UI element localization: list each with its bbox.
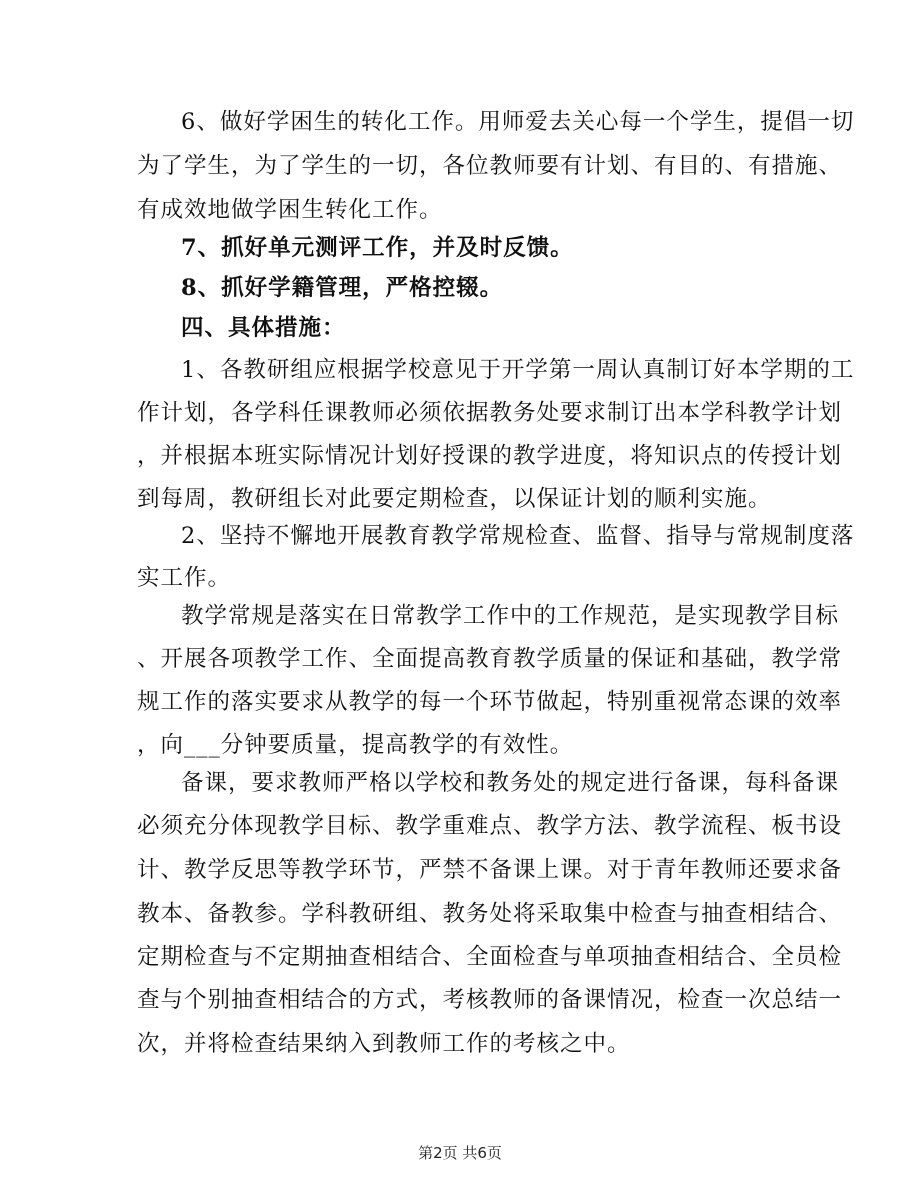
paragraph-line: 有成效地做学困生转化工作。 bbox=[137, 197, 443, 223]
list-item-heading: 8、抓好学籍管理，严格控辍。 bbox=[181, 275, 504, 301]
paragraph-line: 作计划，各学科任课教师必须依据教务处要求制订出本学科教学计划 bbox=[137, 400, 843, 426]
paragraph-line: ，并根据本班实际情况计划好授课的教学进度，将知识点的传授计划 bbox=[137, 443, 843, 469]
paragraph-line: 、开展各项教学工作、全面提高教育教学质量的保证和基础，教学常 bbox=[137, 646, 843, 672]
paragraph-line: 6、做好学困生的转化工作。用师爱去关心每一个学生，提倡一切 bbox=[181, 109, 855, 135]
paragraph-line: 实工作。 bbox=[137, 565, 232, 591]
list-item-heading: 7、抓好单元测评工作，并及时反馈。 bbox=[181, 235, 574, 261]
paragraph-line: 为了学生，为了学生的一切，各位教师要有计划、有目的、有措施、 bbox=[137, 153, 843, 179]
paragraph-line: 教本、备教参。学科教研组、教务处将采取集中检查与抽查相结合、 bbox=[137, 901, 843, 927]
paragraph-line: 定期检查与不定期抽查相结合、全面检查与单项抽查相结合、全员检 bbox=[137, 944, 843, 970]
paragraph-line: 计、教学反思等教学环节，严禁不备课上课。对于青年教师还要求备 bbox=[137, 857, 843, 883]
paragraph-line: 规工作的落实要求从教学的每一个环节做起，特别重视常态课的效率 bbox=[137, 689, 843, 715]
paragraph-line: 2、坚持不懈地开展教育教学常规检查、监督、指导与常规制度落 bbox=[181, 523, 855, 549]
paragraph-line: ，向___分钟要质量，提高教学的有效性。 bbox=[137, 732, 574, 758]
paragraph-line: 必须充分体现教学目标、教学重难点、教学方法、教学流程、板书设 bbox=[137, 813, 843, 839]
page-number-footer: 第2页 共6页 bbox=[418, 1144, 502, 1162]
paragraph-line: 查与个别抽查相结合的方式，考核教师的备课情况，检查一次总结一 bbox=[137, 987, 843, 1013]
paragraph-line: 次，并将检查结果纳入到教师工作的考核之中。 bbox=[137, 1031, 631, 1057]
paragraph-line: 备课，要求教师严格以学校和教务处的规定进行备课，每科备课 bbox=[181, 770, 840, 796]
section-heading: 四、具体措施： bbox=[181, 315, 346, 341]
paragraph-line: 教学常规是落实在日常教学工作中的工作规范，是实现教学目标 bbox=[181, 603, 840, 629]
paragraph-line: 1、各教研组应根据学校意见于开学第一周认真制订好本学期的工 bbox=[181, 357, 855, 383]
paragraph-line: 到每周，教研组长对此要定期检查，以保证计划的顺利实施。 bbox=[137, 486, 772, 512]
